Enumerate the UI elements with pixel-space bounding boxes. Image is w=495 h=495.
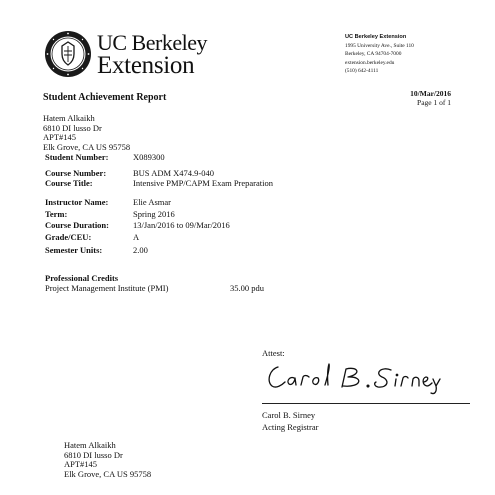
field-label-course-number: Course Number: [45, 168, 107, 178]
field-value-course-number: BUS ADM X474.9-040 [133, 168, 214, 178]
field-label-semester-units: Semester Units: [45, 245, 103, 255]
field-label-grade-ceu: Grade/CEU: [45, 232, 92, 242]
organization-website: extension.berkeley.edu [345, 59, 395, 66]
student-address-apt: APT#145 [43, 132, 77, 143]
field-label-course-duration: Course Duration: [45, 220, 109, 230]
student-address-name: Hatem Alkaikh [43, 113, 95, 123]
student-address-city: Elk Grove, CA US 95758 [43, 141, 131, 152]
field-value-course-title: Intensive PMP/CAPM Exam Preparation [133, 178, 274, 188]
logo-text-line1: UC Berkeley [97, 30, 207, 55]
field-label-instructor-name: Instructor Name: [45, 197, 109, 207]
organization-street: 1995 University Ave., Suite 110 [345, 42, 414, 49]
field-label-course-title: Course Title: [45, 178, 93, 188]
mailing-address-apt: APT#145 [64, 459, 98, 470]
logo-text-line2: Extension [97, 52, 195, 79]
mailing-address-street: 6810 DI lusso Dr [64, 449, 123, 460]
field-value-grade-ceu: A [133, 232, 140, 242]
signer-block [262, 409, 318, 433]
attest-label: Attest: [262, 348, 285, 358]
field-label-student-number: Student Number: [45, 152, 109, 162]
signature-line [262, 403, 470, 404]
field-value-instructor-name: Elie Asmar [133, 197, 172, 207]
credit-name: Project Management Institute (PMI) [45, 283, 169, 293]
student-address-street: 6810 DI lusso Dr [43, 122, 102, 133]
organization-city: Berkeley, CA 94704-7000 [345, 51, 402, 58]
report-title: Student Achievement Report [43, 92, 167, 103]
signer-name: Carol B. Sirney [262, 410, 316, 420]
uc-berkeley-seal-icon [44, 30, 92, 78]
report-date: 10/Mar/2016 [410, 89, 451, 98]
field-label-term: Term: [45, 209, 68, 219]
field-value-semester-units: 2.00 [133, 245, 148, 255]
field-value-term: Spring 2016 [133, 209, 175, 219]
credit-value: 35.00 pdu [230, 283, 264, 293]
report-date-block [410, 89, 451, 107]
mailing-address [64, 441, 151, 479]
mailing-address-city: Elk Grove, CA US 95758 [64, 468, 152, 479]
organization-name: UC Berkeley Extension [345, 34, 407, 40]
handwritten-signature-icon [264, 361, 444, 395]
field-value-student-number: X089300 [133, 152, 165, 162]
signer-title: Acting Registrar [262, 422, 319, 432]
organization-address [345, 33, 414, 76]
student-address [43, 114, 130, 152]
report-page-number: Page 1 of 1 [417, 98, 451, 107]
field-value-course-duration: 13/Jan/2016 to 09/Mar/2016 [133, 220, 230, 230]
credits-title: Professional Credits [45, 273, 119, 283]
organization-phone: (510) 642-4111 [345, 68, 379, 75]
mailing-address-name: Hatem Alkaikh [64, 440, 116, 450]
